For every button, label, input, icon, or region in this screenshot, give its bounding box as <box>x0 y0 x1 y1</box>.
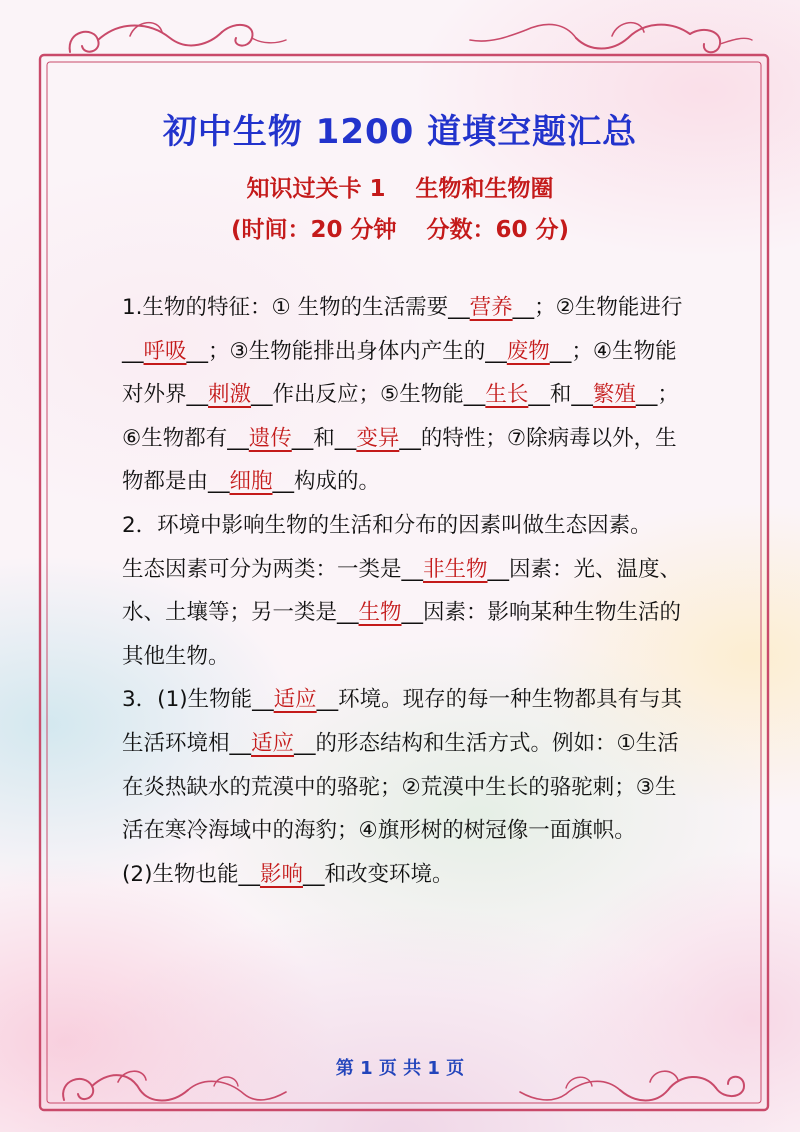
question-text: 生态因素可分为两类：一类是__ <box>122 556 424 582</box>
answer-blank: 适应 <box>273 687 317 713</box>
question-3-part-2 <box>122 853 690 897</box>
answer-blank: 遗传 <box>248 425 292 451</box>
answer-blank: 生长 <box>485 382 529 408</box>
question-3-part-1 <box>122 678 690 852</box>
time-label: (时间：20 分钟 <box>230 217 397 243</box>
subtitle-topic: 生物和生物圈 <box>415 176 554 202</box>
answer-blank: 呼吸 <box>143 338 187 364</box>
question-text: __；③生物能排出身体内产生的__ <box>186 338 507 364</box>
question-text: __作出反应；⑤生物能__ <box>251 382 486 408</box>
question-text: __的特性；⑦除病毒以外，生物都是由__ <box>122 425 677 495</box>
answer-blank: 生物 <box>358 600 402 626</box>
page-number: 第 1 页 共 1 页 <box>335 1058 465 1079</box>
question-text: __环境。现存的每一种生物都具有与其生活环境相__ <box>122 687 683 756</box>
question-text: __的形态结构和生活方式。例如：①生活在炎热缺水的荒漠中的骆驼；②荒漠中生长的骆驼刺；③生活在寒冷海域中的海豹；④旗形树的树冠像一面旗帜。 <box>122 730 679 844</box>
score-label: 分数：60 分) <box>426 217 570 243</box>
question-2-intro: 2．环境中影响生物的生活和分布的因素叫做生态因素。 <box>122 512 652 538</box>
question-text: __；②生物能进行__ <box>122 295 683 364</box>
question-text: __因素：影响某种生物生活的其他生物。 <box>122 600 682 669</box>
question-text: 3．(1)生物能__ <box>122 687 274 713</box>
answer-blank: 刺激 <box>208 382 252 408</box>
answer-blank: 影响 <box>259 861 303 887</box>
question-content <box>122 286 690 896</box>
question-2-classes <box>122 548 690 679</box>
question-text: __和改变环境。 <box>302 861 454 887</box>
question-text: __因素：光、温度、水、土壤等；另一类是__ <box>122 556 682 626</box>
question-text: __和__ <box>528 382 593 408</box>
answer-blank: 适应 <box>251 730 295 756</box>
question-text: 1.生物的特征：① 生物的生活需要__ <box>122 295 470 320</box>
question-text: __；④生物能对外界__ <box>122 338 677 408</box>
subtitle-section <box>0 170 800 203</box>
answer-blank: 非生物 <box>423 556 488 582</box>
answer-blank: 营养 <box>469 295 513 320</box>
question-1 <box>122 286 690 504</box>
question-text: __和__ <box>291 425 357 451</box>
answer-blank: 废物 <box>506 338 550 364</box>
answer-blank: 细胞 <box>229 469 273 495</box>
question-text: __构成的。 <box>272 469 381 495</box>
answer-blank: 繁殖 <box>592 382 636 408</box>
question-text: __；⑥生物都有__ <box>122 382 679 451</box>
question-text: (2)生物也能__ <box>122 861 260 887</box>
answer-blank: 变异 <box>356 425 400 451</box>
subtitle-time-score <box>0 211 800 244</box>
document-title: 初中生物 1200 道填空题汇总 <box>162 112 638 152</box>
subtitle-checkpoint: 知识过关卡 1 <box>246 176 386 202</box>
